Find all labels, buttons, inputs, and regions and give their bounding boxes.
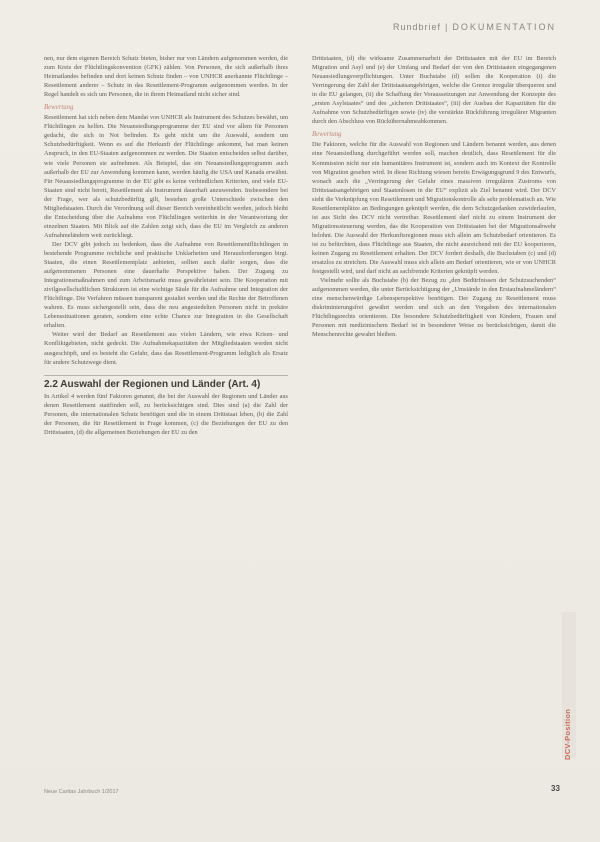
paragraph: Resettlement hat sich neben dem Mandat von UNHCR als Instrument des Schutzes bewährt, um Flüchtlingen zu helfen. Die Neuansiedlungsprogramme der EU sind vor allem für Personen gedacht, die sich in Not befinden. Es geht nicht um die Auswahl, sondern um Schutzbedürftigkeit. Wenn es auf die Herkunft der Flüchtlinge ankommt, hat man keinen Anspruch, in den EU-Staaten aufgenommen zu werden. Die Staaten entscheiden selbst darüber, wie viele Personen sie aufnehmen. Als Beispiel, das ein Neuansiedlungsprogramm auch außerhalb der EU zur Anwendung kommen kann, werden häufig die USA und Kanada erwähnt. Für Neuansiedlungsprogramme in der EU gibt es keine verbindlichen Kriterien, und viele EU-Staaten sind nicht bereit, Resettlement als Instrument dauerhaft anzuwenden. Insbesondere bei der Frage, wer als schutzbedürftig gilt, bestehen große Unterschiede zwischen den Mitgliedstaaten. Durch die Verordnung soll dieser Bereich vereinheitlicht werden, jedoch bleibt die Entscheidung über die Aufnahme von Flüchtlingen weiterhin in der Verantwortung der einzelnen Staaten. Mit Blick auf die Zahlen zeigt sich, dass die EU im Vergleich zu anderen Aufnahmeländern weit zurückliegt.: [44, 114, 288, 239]
footer-publication: Neue Caritas Jahrbuch 1/2017: [44, 789, 119, 795]
right-column: [312, 54, 556, 339]
paragraph: Drittstaaten, (d) die wirksame Zusammenarbeit der Drittstaaten mit der EU im Bereich Migration und Asyl und (e) der Umfang und Bedarf der von den Drittstaaten eingegangenen Neuansiedlungsverpflichtungen. Unter Buchstabe (d) sollen die Kooperation (i) die Verringerung der Zahl der Drittstaatsangehörigen, welche die Grenze irregulär überqueren und in die EU gelangen, (ii) die Schaffung der Voraussetzungen zur Anwendung der Konzepte des „ersten Asylstaates“ und des „sicheren Drittstaates“, (iii) der Ausbau der Kapazitäten für die Aufnahme von Schutzbedürftigen sowie (iv) die verstärkte Rückführung irregulärer Migranten durch den Abschluss von Rückübernahmeabkommen.: [312, 55, 556, 126]
paragraph: Der DCV gibt jedoch zu bedenken, dass die Aufnahme von Resettlementflüchtlingen in bestehende Programme rechtliche und praktische Unklarheiten und Herausforderungen birgt. Staaten, die einen Resettlementplatz anbieten, sollten auch dafür sorgen, dass die aufgenommenen Personen eine dauerhafte Perspektive haben. Der Zugang zu Integrationsmaßnahmen und zum Arbeitsmarkt muss gewährleistet sein. Die Kooperation mit zivilgesellschaftlichen Strukturen ist eine wichtige Säule für die Aufnahme und Integration der Flüchtlinge. Die Verfahren müssen transparent gestaltet werden und die Rechte der Betroffenen wahren. Es muss sichergestellt sein, dass die neu angesiedelten Personen nicht in prekäre Lebenssituationen geraten, sondern eine echte Chance zur Integration in die Gesellschaft erhalten.: [44, 240, 288, 330]
subheading-assessment: Bewertung: [312, 131, 342, 139]
paragraph: Weiter wird der Bedarf an Resettlement aus vielen Ländern, wie etwa Krisen- und Konfliktgebieten, nicht gedeckt. Die Aufnahmekapazitäten der Mitgliedstaaten werden nicht ausgeschöpft, und es besteht die Gefahr, dass das Resettlement-Programm lediglich als Ersatz für andere Schutzwege dient.: [44, 331, 288, 366]
page-number: 33: [551, 784, 560, 793]
section-heading: 2.2 Auswahl der Regionen und Länder (Art. 4): [44, 375, 288, 389]
sidebar-label: DCV-Position: [563, 708, 572, 760]
subheading-assessment: Bewertung: [44, 104, 74, 112]
paragraph: Vielmehr sollte als Buchstabe (b) der Bezug zu „den Bedürfnissen der Schutzsuchenden“ aufgenommen werden, die unter Berücksichtigung der „Umstände in den Erstaufnahmeländern“ eine menschenwürdige Lebensperspektive benötigen. Der Zugang zu Resettlement muss diskriminierungsfrei gewährt werden und sich an den Vorgaben des internationalen Flüchtlingsrechts orientieren. Die besondere Schutzbedürftigkeit von Kindern, Frauen und Personen mit medizinischem Bedarf ist in besonderer Weise zu berücksichtigen, damit die Menschenrechte gewahrt bleiben.: [312, 277, 556, 339]
header-publication: Rundbrief: [392, 22, 441, 32]
paragraph: In Artikel 4 werden fünf Faktoren genannt, die bei der Auswahl der Regionen und Länder aus denen Resettlement stattfinden soll, zu berücksichtigen sind. Dies sind (a) die Zahl der Personen, die internationalen Schutz benötigen und die in einem Drittstaat leben, (b) die Zahl der Personen, die für Resettlement in Frage kommen, (c) die Beziehungen der EU zu den Drittstaaten, (d) die allgemeinen Beziehungen der EU zu den: [44, 392, 288, 436]
header-section: DOKUMENTATION: [452, 22, 556, 32]
running-header: [393, 22, 556, 32]
left-column: [44, 54, 288, 437]
paragraph: Die Faktoren, welche für die Auswahl von Regionen und Ländern benannt werden, aus denen eine Neuansiedlung durchgeführt werden soll, machen deutlich, dass Resettlement für die Kommission nicht nur ein humanitäres Instrument ist, sondern auch im Kontext der Kontrolle von Migration gesehen wird. In diese Richtung wiesen bereits Erwägungsgrund 9 des Entwurfs, wonach auch die „Verringerung der Gefahr eines massiven irregulären Zustroms von Drittstaatsangehörigen und Staatenlosen in die EU“ explizit als Ziel benannt wird. Der DCV sieht die Verknüpfung von Resettlement und Migrationskontrolle als sehr problematisch an. Wie Resettlementplätze an Bedingungen geknüpft werden, die dem Schutzgedanken zuwiderlaufen, ist aus Sicht des DCV nicht vertretbar. Resettlement darf nicht zu einem Instrument der Migrationssteuerung werden, das die Kooperation von Drittstaaten bei der Migrationsabwehr belohnt. Die Auswahl der Herkunftsregionen muss sich allein am Schutzbedarf orientieren. Es ist zu befürchten, dass Flüchtlinge aus Staaten, die nicht ausreichend mit der EU kooperieren, keinen Zugang zu Resettlement erhalten. Der DCV fordert deshalb, die Buchstaben (c) und (d) ersatzlos zu streichen. Die Auswahl muss sich allein am Bedarf orientieren, wie er von UNHCR festgestellt wird, und darf nicht an sachfremde Kriterien geknüpft werden.: [312, 141, 556, 276]
paragraph: nen, nur dem eigenen Bereich Schutz bieten, bisher nur von Ländern aufgenommen werden, die zum Kreis der Flüchtlingskonvention (GFK) zählen. Von Personen, die sich außerhalb ihres Heimatlandes befinden und dort keinen Schutz finden – von UNHCR anerkannte Flüchtlinge – Resettlement anderer – Schutz in das Resettlement-Programm aufgenommen werden. In der Regel handelt es sich um Personen, die in ihrem Heimatland nicht sicher sind.: [44, 55, 288, 99]
header-separator: |: [444, 22, 449, 32]
